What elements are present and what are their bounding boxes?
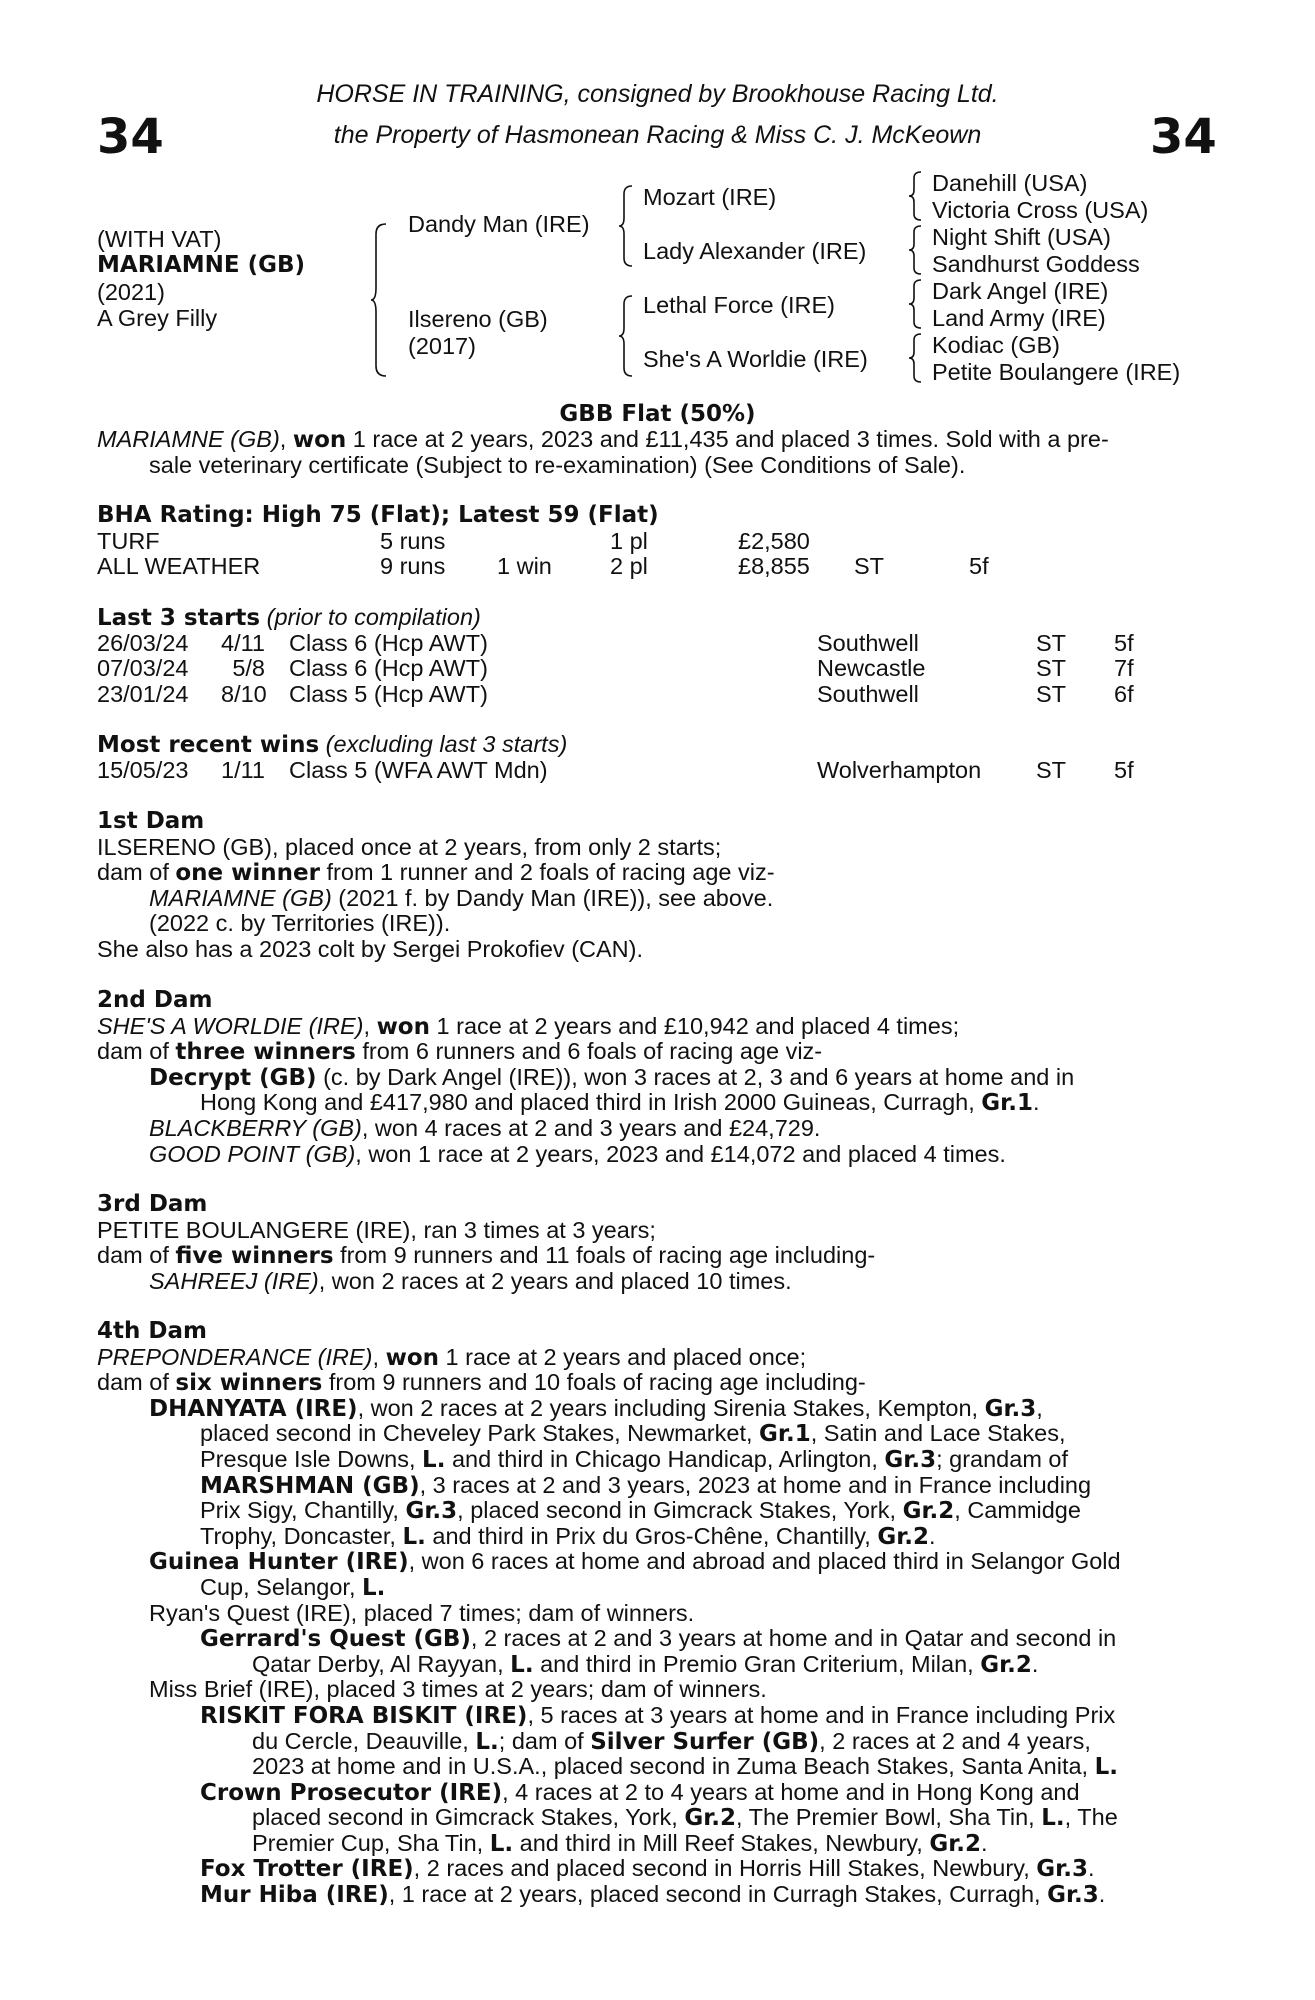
race-course: Newcastle	[817, 655, 926, 682]
pedigree-g1: Danehill (USA)	[932, 170, 1088, 196]
pedigree-brace-g2	[908, 224, 924, 276]
race-date: 07/03/24	[97, 655, 189, 682]
fourth-dam-section	[97, 1319, 1207, 1908]
grade: L.	[402, 1523, 426, 1550]
text: ; dam of	[498, 1727, 591, 1754]
race-row	[97, 682, 1207, 708]
text: .	[981, 1829, 988, 1856]
recent-wins-title: Most recent wins	[97, 732, 320, 758]
text: du Cercle, Deauville,	[252, 1727, 476, 1754]
race-row	[97, 631, 1207, 657]
second-dam-line	[97, 1039, 1207, 1065]
text: dam of	[97, 1242, 176, 1269]
fourth-dam-line	[97, 1370, 1207, 1396]
pedigree-g4: Sandhurst Goddess	[932, 251, 1140, 277]
fourth-dam-line	[97, 1473, 1207, 1499]
rating-runs: 9 runs	[380, 553, 446, 580]
produce-name: Silver Surfer (GB)	[590, 1728, 820, 1755]
grade: Gr.2	[980, 1651, 1032, 1678]
produce-name: Fox Trotter (IRE)	[200, 1856, 414, 1883]
grade: Gr.1	[981, 1090, 1033, 1117]
pedigree-dam-sire: Lethal Force (IRE)	[643, 292, 835, 318]
fourth-dam-line	[97, 1447, 1207, 1473]
winner-count: five winners	[175, 1243, 334, 1270]
text: ,	[363, 1012, 377, 1039]
fourth-dam-line	[97, 1498, 1207, 1524]
text: , won 4 races at 2 and 3 years and £24,729.	[361, 1114, 821, 1141]
first-dam-section	[97, 809, 1207, 963]
race-course: Southwell	[817, 629, 919, 656]
text: , won 6 races at home and abroad and placed third in Selangor Gold	[408, 1548, 1121, 1575]
grade: L.	[475, 1728, 499, 1755]
first-dam-line: ILSERENO (GB), placed once at 2 years, from only 2 starts;	[97, 833, 722, 860]
produce-name: Gerrard's Quest (GB)	[200, 1626, 471, 1653]
race-course: Southwell	[817, 680, 919, 707]
fourth-dam-line	[97, 1882, 1207, 1908]
text: Prix Sigy, Chantilly,	[200, 1497, 406, 1524]
race-position: 1/11	[221, 756, 265, 783]
grade: Gr.2	[902, 1498, 955, 1525]
consignor-line: HORSE IN TRAINING, consigned by Brookhouse Racing Ltd.	[316, 80, 999, 108]
first-dam-line: (2022 c. by Territories (IRE)).	[149, 910, 451, 937]
third-dam-line	[97, 1243, 1207, 1269]
race-track: ST	[1036, 680, 1067, 707]
pedigree-dam-year: (2017)	[408, 333, 476, 359]
text: dam of	[97, 859, 176, 886]
fourth-dam-line	[97, 1805, 1207, 1831]
text: ,	[372, 1343, 386, 1370]
fourth-dam-line	[97, 1396, 1207, 1422]
race-distance: 7f	[1114, 655, 1134, 682]
fourth-dam-line	[97, 1626, 1207, 1652]
text: .	[1098, 1881, 1106, 1908]
dam-name: PREPONDERANCE (IRE)	[97, 1343, 373, 1370]
text: dam of	[97, 1369, 176, 1396]
pedigree-brace-dam	[618, 294, 636, 378]
horse-description: A Grey Filly	[97, 305, 218, 331]
property-line: the Property of Hasmonean Racing & Miss C. J. McKeown	[333, 121, 982, 149]
pedigree-g6: Land Army (IRE)	[932, 305, 1106, 331]
grade: L.	[489, 1830, 514, 1857]
horse-year: (2021)	[97, 279, 165, 305]
race-track: ST	[1036, 629, 1067, 656]
race-row	[97, 758, 1207, 784]
summary-won: won	[292, 427, 347, 453]
fourth-dam-line	[97, 1729, 1207, 1755]
won-label: won	[376, 1013, 430, 1040]
race-track: ST	[1036, 655, 1067, 682]
race-class: Class 6 (Hcp AWT)	[289, 629, 488, 656]
produce-name: RISKIT FORA BISKIT (IRE)	[200, 1702, 528, 1729]
pedigree-g8: Petite Boulangere (IRE)	[932, 359, 1181, 385]
produce-name: Decrypt (GB)	[149, 1064, 317, 1091]
winner-count: three winners	[175, 1039, 356, 1066]
fourth-dam-line	[97, 1754, 1207, 1780]
text: Premier Cup, Sha Tin,	[252, 1829, 490, 1856]
grade: L.	[362, 1574, 386, 1601]
second-dam-line	[97, 1142, 1207, 1168]
race-distance: 5f	[1114, 629, 1134, 656]
text: ; grandam of	[936, 1445, 1069, 1472]
race-track: ST	[1036, 756, 1067, 783]
text: Cup, Selangor,	[200, 1573, 362, 1600]
text: Presque Isle Downs,	[200, 1445, 423, 1472]
grade: Gr.2	[684, 1805, 737, 1832]
recent-wins-note: (excluding last 3 starts)	[319, 731, 568, 757]
summary-sep: ,	[279, 426, 293, 452]
fourth-dam-line	[97, 1780, 1207, 1806]
grade: Gr.2	[929, 1830, 982, 1857]
horse-name: MARIAMNE (GB)	[97, 252, 306, 278]
fourth-dam-line	[97, 1652, 1207, 1678]
fourth-dam-line	[97, 1703, 1207, 1729]
text: , Satin and Lace Stakes,	[810, 1420, 1066, 1447]
text: .	[1032, 1089, 1040, 1116]
race-class: Class 5 (WFA AWT Mdn)	[289, 756, 548, 783]
second-dam-line	[97, 1116, 1207, 1142]
rating-row	[97, 529, 1207, 555]
text: ,	[1036, 1394, 1043, 1421]
text: from 6 runners and 6 foals of racing age viz-	[355, 1038, 823, 1065]
winner-count: six winners	[175, 1370, 323, 1397]
text: , 4 races at 2 to 4 years at home and in Hong Kong and	[502, 1778, 1080, 1805]
text: 1 race at 2 years and placed once;	[439, 1343, 807, 1370]
race-position: 8/10	[221, 680, 267, 707]
second-dam-heading: 2nd Dam	[97, 987, 213, 1013]
fourth-dam-line	[97, 1575, 1207, 1601]
produce-name: Crown Prosecutor (IRE)	[200, 1779, 503, 1806]
grade: Gr.3	[1036, 1856, 1088, 1883]
text: and third in Mill Reef Stakes, Newbury,	[513, 1829, 930, 1856]
race-date: 26/03/24	[97, 629, 189, 656]
first-dam-line	[97, 860, 1207, 886]
fourth-dam-line	[97, 1421, 1207, 1447]
second-dam-line	[97, 1014, 1207, 1040]
produce-name: Guinea Hunter (IRE)	[149, 1549, 409, 1576]
rating-surface: TURF	[97, 527, 160, 554]
grade: Gr.3	[984, 1395, 1037, 1422]
produce-name: SAHREEJ (IRE)	[149, 1267, 319, 1294]
grade: L.	[510, 1651, 534, 1678]
fourth-dam-heading: 4th Dam	[97, 1318, 207, 1344]
pedigree-sire-dam: Lady Alexander (IRE)	[643, 238, 867, 264]
third-dam-section	[97, 1192, 1207, 1294]
produce-name: MARSHMAN (GB)	[200, 1472, 420, 1499]
summary-horse: MARIAMNE (GB)	[97, 426, 280, 452]
pedigree-g7: Kodiac (GB)	[932, 332, 1060, 358]
race-date: 15/05/23	[97, 756, 189, 783]
fourth-dam-line: Miss Brief (IRE), placed 3 times at 2 years; dam of winners.	[149, 1676, 767, 1703]
grade: L.	[1094, 1754, 1119, 1781]
race-distance: 6f	[1114, 680, 1134, 707]
race-course: Wolverhampton	[817, 756, 982, 783]
second-dam-section	[97, 988, 1207, 1167]
grade: Gr.3	[884, 1446, 937, 1473]
text: 2023 at home and in U.S.A., placed second in Zuma Beach Stakes, Santa Anita,	[252, 1753, 1095, 1780]
text: , placed second in Gimcrack Stakes, York,	[457, 1497, 903, 1524]
text: and third in Prix du Gros-Chêne, Chantilly,	[425, 1522, 878, 1549]
text: placed second in Cheveley Park Stakes, Newmarket,	[200, 1420, 760, 1447]
text: .	[1087, 1855, 1095, 1882]
pedigree-sire-sire: Mozart (IRE)	[643, 184, 777, 210]
rating-placed: 1 pl	[610, 527, 648, 554]
race-date: 23/01/24	[97, 680, 189, 707]
first-dam-line: She also has a 2023 colt by Sergei Prokofiev (CAN).	[97, 935, 643, 962]
pedigree-g3: Night Shift (USA)	[932, 224, 1111, 250]
race-position: 4/11	[221, 629, 265, 656]
grade: Gr.2	[877, 1523, 930, 1550]
last-starts-heading	[97, 605, 1207, 631]
text: Trophy, Doncaster,	[200, 1522, 403, 1549]
summary-text-1: 1 race at 2 years, 2023 and £11,435 and placed 3 times. Sold with a pre-	[346, 426, 1109, 452]
text: from 9 runners and 11 foals of racing age including-	[333, 1242, 876, 1269]
text: from 9 runners and 10 foals of racing age including-	[322, 1369, 866, 1396]
grade: Gr.3	[1047, 1882, 1099, 1909]
lot-number-right: 34	[1150, 109, 1217, 165]
pedigree-brace-g1	[908, 170, 924, 222]
summary-line-1	[97, 427, 1207, 453]
rating-prize: £2,580	[738, 527, 810, 554]
text: (2021 f. by Dandy Man (IRE)), see above.	[331, 884, 774, 911]
fourth-dam-line	[97, 1856, 1207, 1882]
rating-dist: 5f	[969, 553, 989, 580]
produce-name: DHANYATA (IRE)	[149, 1395, 358, 1422]
summary-line-2: sale veterinary certificate (Subject to re-examination) (See Conditions of Sale).	[149, 451, 966, 478]
third-dam-line: PETITE BOULANGERE (IRE), ran 3 times at 3 years;	[97, 1216, 656, 1243]
text: Hong Kong and £417,980 and placed third in Irish 2000 Guineas, Curragh,	[200, 1089, 982, 1116]
text: , 5 races at 3 years at home and in France including Prix	[527, 1701, 1116, 1728]
lot-number-left: 34	[97, 109, 164, 165]
first-dam-heading: 1st Dam	[97, 808, 205, 834]
race-position: 5/8	[232, 655, 265, 682]
pedigree-dam-dam: She's A Worldie (IRE)	[643, 346, 868, 372]
pedigree-brace-g3	[908, 278, 924, 330]
third-dam-heading: 3rd Dam	[97, 1191, 208, 1217]
fourth-dam-line	[97, 1549, 1207, 1575]
pedigree-brace-g4	[908, 332, 924, 384]
text: dam of	[97, 1038, 176, 1065]
fourth-dam-line: Ryan's Quest (IRE), placed 7 times; dam of winners.	[149, 1599, 695, 1626]
rating-heading: BHA Rating: High 75 (Flat); Latest 59 (Flat)	[97, 502, 659, 528]
second-dam-line	[97, 1065, 1207, 1091]
produce-name: Mur Hiba (IRE)	[200, 1882, 389, 1909]
winner-count: one winner	[175, 860, 320, 887]
text: and third in Premio Gran Criterium, Milan,	[533, 1650, 981, 1677]
pedigree-g5: Dark Angel (IRE)	[932, 278, 1109, 304]
dam-name: SHE'S A WORLDIE (IRE)	[97, 1012, 364, 1039]
last-starts-note: (prior to compilation)	[260, 604, 481, 630]
race-class: Class 6 (Hcp AWT)	[289, 655, 488, 682]
pedigree-sire: Dandy Man (IRE)	[408, 211, 590, 237]
grade: L.	[422, 1446, 446, 1473]
produce-name: BLACKBERRY (GB)	[149, 1114, 362, 1141]
rating-prize: £8,855	[738, 553, 810, 580]
fourth-dam-line	[97, 1345, 1207, 1371]
text: from 1 runner and 2 foals of racing age viz-	[319, 859, 775, 886]
first-dam-line	[97, 886, 1207, 912]
text: , 2 races at 2 and 4 years,	[819, 1727, 1091, 1754]
text: .	[929, 1522, 936, 1549]
summary	[97, 427, 1207, 478]
rating-section	[97, 503, 1207, 580]
text: 1 race at 2 years and £10,942 and placed 4 times;	[430, 1012, 960, 1039]
pedigree-brace-sire	[618, 184, 636, 268]
text: , won 2 races at 2 years including Sirenia Stakes, Kempton,	[357, 1394, 985, 1421]
rating-runs: 5 runs	[380, 527, 446, 554]
text: .	[1031, 1650, 1039, 1677]
fourth-dam-line	[97, 1831, 1207, 1857]
text: , 2 races and placed second in Horris Hill Stakes, Newbury,	[413, 1855, 1037, 1882]
race-class: Class 5 (Hcp AWT)	[289, 680, 488, 707]
recent-wins-section	[97, 732, 1207, 783]
pedigree-dam: Ilsereno (GB)	[408, 306, 548, 332]
text: and third in Chicago Handicap, Arlington,	[445, 1445, 885, 1472]
text: , The	[1064, 1804, 1118, 1831]
second-dam-line	[97, 1090, 1207, 1116]
text: , The Premier Bowl, Sha Tin,	[736, 1804, 1042, 1831]
last-starts-title: Last 3 starts	[97, 605, 261, 631]
recent-wins-heading	[97, 732, 1207, 758]
race-row	[97, 656, 1207, 682]
text: placed second in Gimcrack Stakes, York,	[252, 1804, 685, 1831]
text: , won 2 races at 2 years and placed 10 times.	[318, 1267, 792, 1294]
fourth-dam-line	[97, 1524, 1207, 1550]
text: , 2 races at 2 and 3 years at home and in Qatar and second in	[470, 1625, 1117, 1652]
text: (c. by Dark Angel (IRE)), won 3 races at 2, 3 and 6 years at home and in	[316, 1063, 1075, 1090]
won-label: won	[385, 1344, 440, 1371]
third-dam-line	[97, 1269, 1207, 1295]
rating-row	[97, 554, 1207, 580]
rating-placed: 2 pl	[610, 553, 648, 580]
pedigree-brace-main	[370, 222, 390, 378]
rating-surface: ALL WEATHER	[97, 553, 261, 580]
text: , won 1 race at 2 years, 2023 and £14,072 and placed 4 times.	[355, 1140, 1006, 1167]
text: , 3 races at 2 and 3 years, 2023 at home and in France including	[419, 1471, 1092, 1498]
produce-name: GOOD POINT (GB)	[149, 1140, 356, 1167]
gbb-label: GBB Flat (50%)	[559, 401, 756, 427]
race-distance: 5f	[1114, 756, 1134, 783]
produce-name: MARIAMNE (GB)	[149, 884, 332, 911]
pedigree-g2: Victoria Cross (USA)	[932, 197, 1149, 223]
grade: Gr.3	[405, 1498, 458, 1525]
rating-wins: 1 win	[497, 553, 552, 580]
last-starts-section	[97, 605, 1207, 707]
grade: Gr.1	[759, 1421, 811, 1448]
text: , 1 race at 2 years, placed second in Curragh Stakes, Curragh,	[388, 1881, 1048, 1908]
vat-note: (WITH VAT)	[97, 226, 222, 252]
rating-track: ST	[854, 553, 885, 580]
grade: L.	[1041, 1805, 1065, 1832]
text: , Cammidge	[954, 1497, 1081, 1524]
text: Qatar Derby, Al Rayyan,	[252, 1650, 511, 1677]
